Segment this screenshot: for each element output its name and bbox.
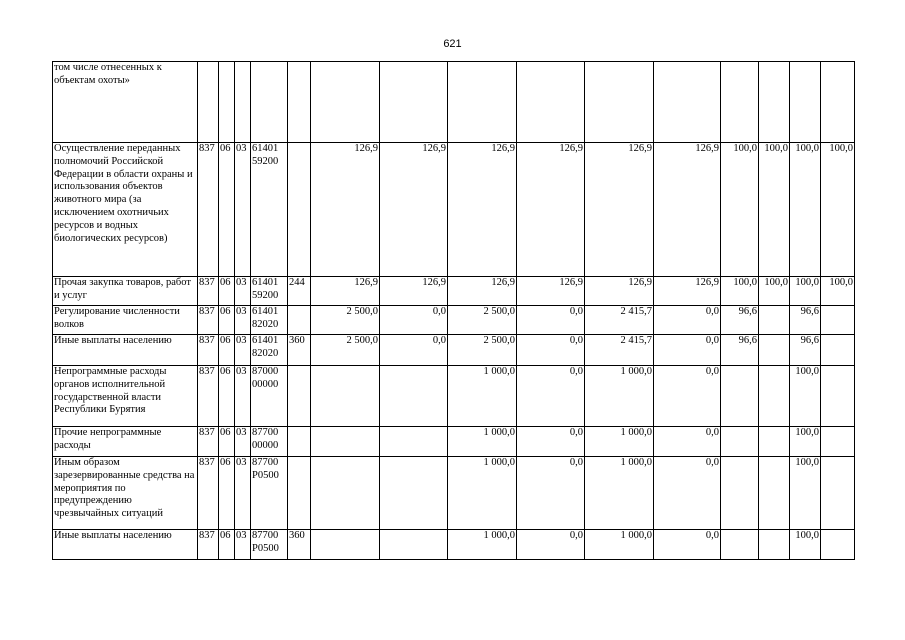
cell-vr <box>288 143 311 277</box>
cell-csr <box>251 530 288 560</box>
cell-value-5: 1 000,0 <box>585 366 654 427</box>
cell-vr <box>288 457 311 530</box>
cell-value-1 <box>311 427 380 457</box>
cell-grbs: 837 <box>198 143 219 277</box>
cell-percent-2 <box>759 335 790 366</box>
cell-value-1: 2 500,0 <box>311 335 380 366</box>
cell-csr <box>251 62 288 143</box>
cell-rz <box>219 62 235 143</box>
cell-value-6: 126,9 <box>654 277 721 306</box>
table-body <box>53 62 855 560</box>
table-row <box>53 457 855 530</box>
cell-value-3: 126,9 <box>448 277 517 306</box>
cell-value-5: 1 000,0 <box>585 427 654 457</box>
cell-vr: 244 <box>288 277 311 306</box>
cell-rz: 06 <box>219 306 235 335</box>
cell-rz: 06 <box>219 143 235 277</box>
cell-csr <box>251 427 288 457</box>
cell-csr-part2: 82020 <box>252 347 279 359</box>
cell-percent-4 <box>821 530 855 560</box>
cell-csr-part1: 87700 <box>252 427 279 438</box>
cell-rz: 06 <box>219 457 235 530</box>
cell-csr-part2: Р0500 <box>252 542 279 554</box>
cell-value-1: 2 500,0 <box>311 306 380 335</box>
cell-value-1: 126,9 <box>311 277 380 306</box>
cell-value-6: 126,9 <box>654 143 721 277</box>
cell-percent-1: 100,0 <box>721 277 759 306</box>
cell-percent-1 <box>721 427 759 457</box>
cell-value-5: 126,9 <box>585 277 654 306</box>
cell-value-6: 0,0 <box>654 366 721 427</box>
cell-value-6: 0,0 <box>654 335 721 366</box>
cell-csr <box>251 335 288 366</box>
cell-value-4: 0,0 <box>517 306 585 335</box>
cell-value-5: 1 000,0 <box>585 457 654 530</box>
cell-value-1 <box>311 366 380 427</box>
cell-value-5: 126,9 <box>585 143 654 277</box>
cell-percent-1 <box>721 530 759 560</box>
cell-percent-3: 100,0 <box>790 277 821 306</box>
cell-grbs: 837 <box>198 457 219 530</box>
cell-grbs: 837 <box>198 306 219 335</box>
cell-percent-4 <box>821 427 855 457</box>
cell-percent-3: 100,0 <box>790 427 821 457</box>
cell-pr: 03 <box>235 427 251 457</box>
cell-vr: 360 <box>288 530 311 560</box>
cell-value-3: 2 500,0 <box>448 335 517 366</box>
cell-value-1 <box>311 530 380 560</box>
cell-value-3: 1 000,0 <box>448 427 517 457</box>
cell-value-4: 0,0 <box>517 530 585 560</box>
cell-value-2: 0,0 <box>380 335 448 366</box>
cell-value-3 <box>448 62 517 143</box>
cell-rz: 06 <box>219 530 235 560</box>
cell-csr-part2: 00000 <box>252 378 279 390</box>
cell-value-4: 126,9 <box>517 143 585 277</box>
cell-percent-4: 100,0 <box>821 143 855 277</box>
cell-percent-2 <box>759 530 790 560</box>
cell-value-2 <box>380 366 448 427</box>
table-row <box>53 306 855 335</box>
cell-value-2 <box>380 530 448 560</box>
row-name: Иные выплаты населению <box>53 335 198 366</box>
table-row <box>53 62 855 143</box>
page-number: 621 <box>443 38 462 50</box>
cell-percent-2 <box>759 62 790 143</box>
row-name: том числе отнесенных к объектам охоты» <box>53 62 198 143</box>
cell-csr-part2: 00000 <box>252 439 279 451</box>
cell-rz: 06 <box>219 277 235 306</box>
table-row <box>53 143 855 277</box>
cell-value-4: 126,9 <box>517 277 585 306</box>
cell-percent-2 <box>759 366 790 427</box>
cell-pr: 03 <box>235 335 251 366</box>
cell-percent-4 <box>821 366 855 427</box>
cell-value-5: 2 415,7 <box>585 306 654 335</box>
cell-value-5 <box>585 62 654 143</box>
cell-percent-1 <box>721 366 759 427</box>
cell-value-1 <box>311 62 380 143</box>
cell-percent-3: 96,6 <box>790 335 821 366</box>
cell-value-5: 2 415,7 <box>585 335 654 366</box>
cell-rz: 06 <box>219 335 235 366</box>
cell-rz: 06 <box>219 366 235 427</box>
cell-value-1: 126,9 <box>311 143 380 277</box>
cell-csr-part2: Р0500 <box>252 469 279 481</box>
cell-csr-part1: 87700 <box>252 530 279 541</box>
cell-pr: 03 <box>235 143 251 277</box>
cell-value-4: 0,0 <box>517 457 585 530</box>
cell-csr-part1: 61401 <box>252 306 279 317</box>
cell-percent-1: 100,0 <box>721 143 759 277</box>
cell-grbs: 837 <box>198 427 219 457</box>
cell-csr-part1: 87000 <box>252 366 279 377</box>
cell-value-2 <box>380 427 448 457</box>
cell-csr <box>251 306 288 335</box>
cell-pr: 03 <box>235 366 251 427</box>
row-name: Прочие непрограммные расходы <box>53 427 198 457</box>
table-row <box>53 427 855 457</box>
cell-value-1 <box>311 457 380 530</box>
cell-grbs: 837 <box>198 335 219 366</box>
cell-value-3: 1 000,0 <box>448 366 517 427</box>
cell-value-2: 0,0 <box>380 306 448 335</box>
cell-percent-2 <box>759 427 790 457</box>
cell-vr <box>288 306 311 335</box>
cell-percent-3: 100,0 <box>790 457 821 530</box>
cell-csr <box>251 366 288 427</box>
row-name: Регулирование численности волков <box>53 306 198 335</box>
cell-csr <box>251 457 288 530</box>
cell-value-5: 1 000,0 <box>585 530 654 560</box>
cell-value-3: 2 500,0 <box>448 306 517 335</box>
cell-grbs: 837 <box>198 366 219 427</box>
cell-csr <box>251 277 288 306</box>
cell-percent-1 <box>721 457 759 530</box>
cell-percent-4 <box>821 62 855 143</box>
cell-value-6 <box>654 62 721 143</box>
cell-grbs <box>198 62 219 143</box>
cell-percent-3: 100,0 <box>790 143 821 277</box>
cell-csr-part1: 61401 <box>252 277 279 288</box>
cell-vr <box>288 366 311 427</box>
cell-value-2: 126,9 <box>380 277 448 306</box>
cell-csr-part1: 61401 <box>252 335 279 346</box>
cell-value-6: 0,0 <box>654 306 721 335</box>
cell-csr <box>251 143 288 277</box>
cell-pr <box>235 62 251 143</box>
cell-percent-1: 96,6 <box>721 335 759 366</box>
cell-csr-part1: 87700 <box>252 457 279 468</box>
budget-table <box>52 61 855 560</box>
cell-value-4: 0,0 <box>517 335 585 366</box>
cell-pr: 03 <box>235 277 251 306</box>
cell-value-6: 0,0 <box>654 457 721 530</box>
cell-percent-2 <box>759 457 790 530</box>
cell-percent-2: 100,0 <box>759 277 790 306</box>
cell-pr: 03 <box>235 457 251 530</box>
cell-value-2 <box>380 62 448 143</box>
cell-value-3: 1 000,0 <box>448 530 517 560</box>
row-name: Иным образом зарезервированные средства на мероприятия по предупреждению чрезвычайных ситуаций <box>53 457 198 530</box>
cell-csr-part2: 59200 <box>252 155 279 167</box>
cell-value-3: 1 000,0 <box>448 457 517 530</box>
row-name: Прочая закупка товаров, работ и услуг <box>53 277 198 306</box>
cell-value-4: 0,0 <box>517 427 585 457</box>
cell-vr <box>288 62 311 143</box>
cell-pr: 03 <box>235 306 251 335</box>
cell-percent-4 <box>821 306 855 335</box>
cell-vr <box>288 427 311 457</box>
cell-percent-3 <box>790 62 821 143</box>
table-row <box>53 277 855 306</box>
cell-value-4 <box>517 62 585 143</box>
cell-csr-part2: 82020 <box>252 318 279 330</box>
row-name: Непрограммные расходы органов исполнительной государственной власти Республики Бурятия <box>53 366 198 427</box>
cell-value-4: 0,0 <box>517 366 585 427</box>
cell-percent-3: 96,6 <box>790 306 821 335</box>
cell-rz: 06 <box>219 427 235 457</box>
cell-percent-2: 100,0 <box>759 143 790 277</box>
cell-grbs: 837 <box>198 277 219 306</box>
cell-csr-part1: 61401 <box>252 143 279 154</box>
cell-percent-2 <box>759 306 790 335</box>
cell-percent-3: 100,0 <box>790 530 821 560</box>
cell-vr: 360 <box>288 335 311 366</box>
cell-percent-1 <box>721 62 759 143</box>
cell-csr-part2: 59200 <box>252 289 279 301</box>
cell-value-3: 126,9 <box>448 143 517 277</box>
cell-value-6: 0,0 <box>654 427 721 457</box>
cell-percent-3: 100,0 <box>790 366 821 427</box>
cell-value-6: 0,0 <box>654 530 721 560</box>
cell-percent-1: 96,6 <box>721 306 759 335</box>
cell-percent-4: 100,0 <box>821 277 855 306</box>
table-row <box>53 366 855 427</box>
cell-value-2: 126,9 <box>380 143 448 277</box>
cell-value-2 <box>380 457 448 530</box>
cell-percent-4 <box>821 457 855 530</box>
cell-grbs: 837 <box>198 530 219 560</box>
row-name: Осуществление переданных полномочий Российской Федерации в области охраны и использования объектов животного мира (за исключением охотничьих ресурсов и водных биологических ресурсов) <box>53 143 198 277</box>
cell-pr: 03 <box>235 530 251 560</box>
table-row <box>53 335 855 366</box>
cell-percent-4 <box>821 335 855 366</box>
row-name: Иные выплаты населению <box>53 530 198 560</box>
table-row <box>53 530 855 560</box>
